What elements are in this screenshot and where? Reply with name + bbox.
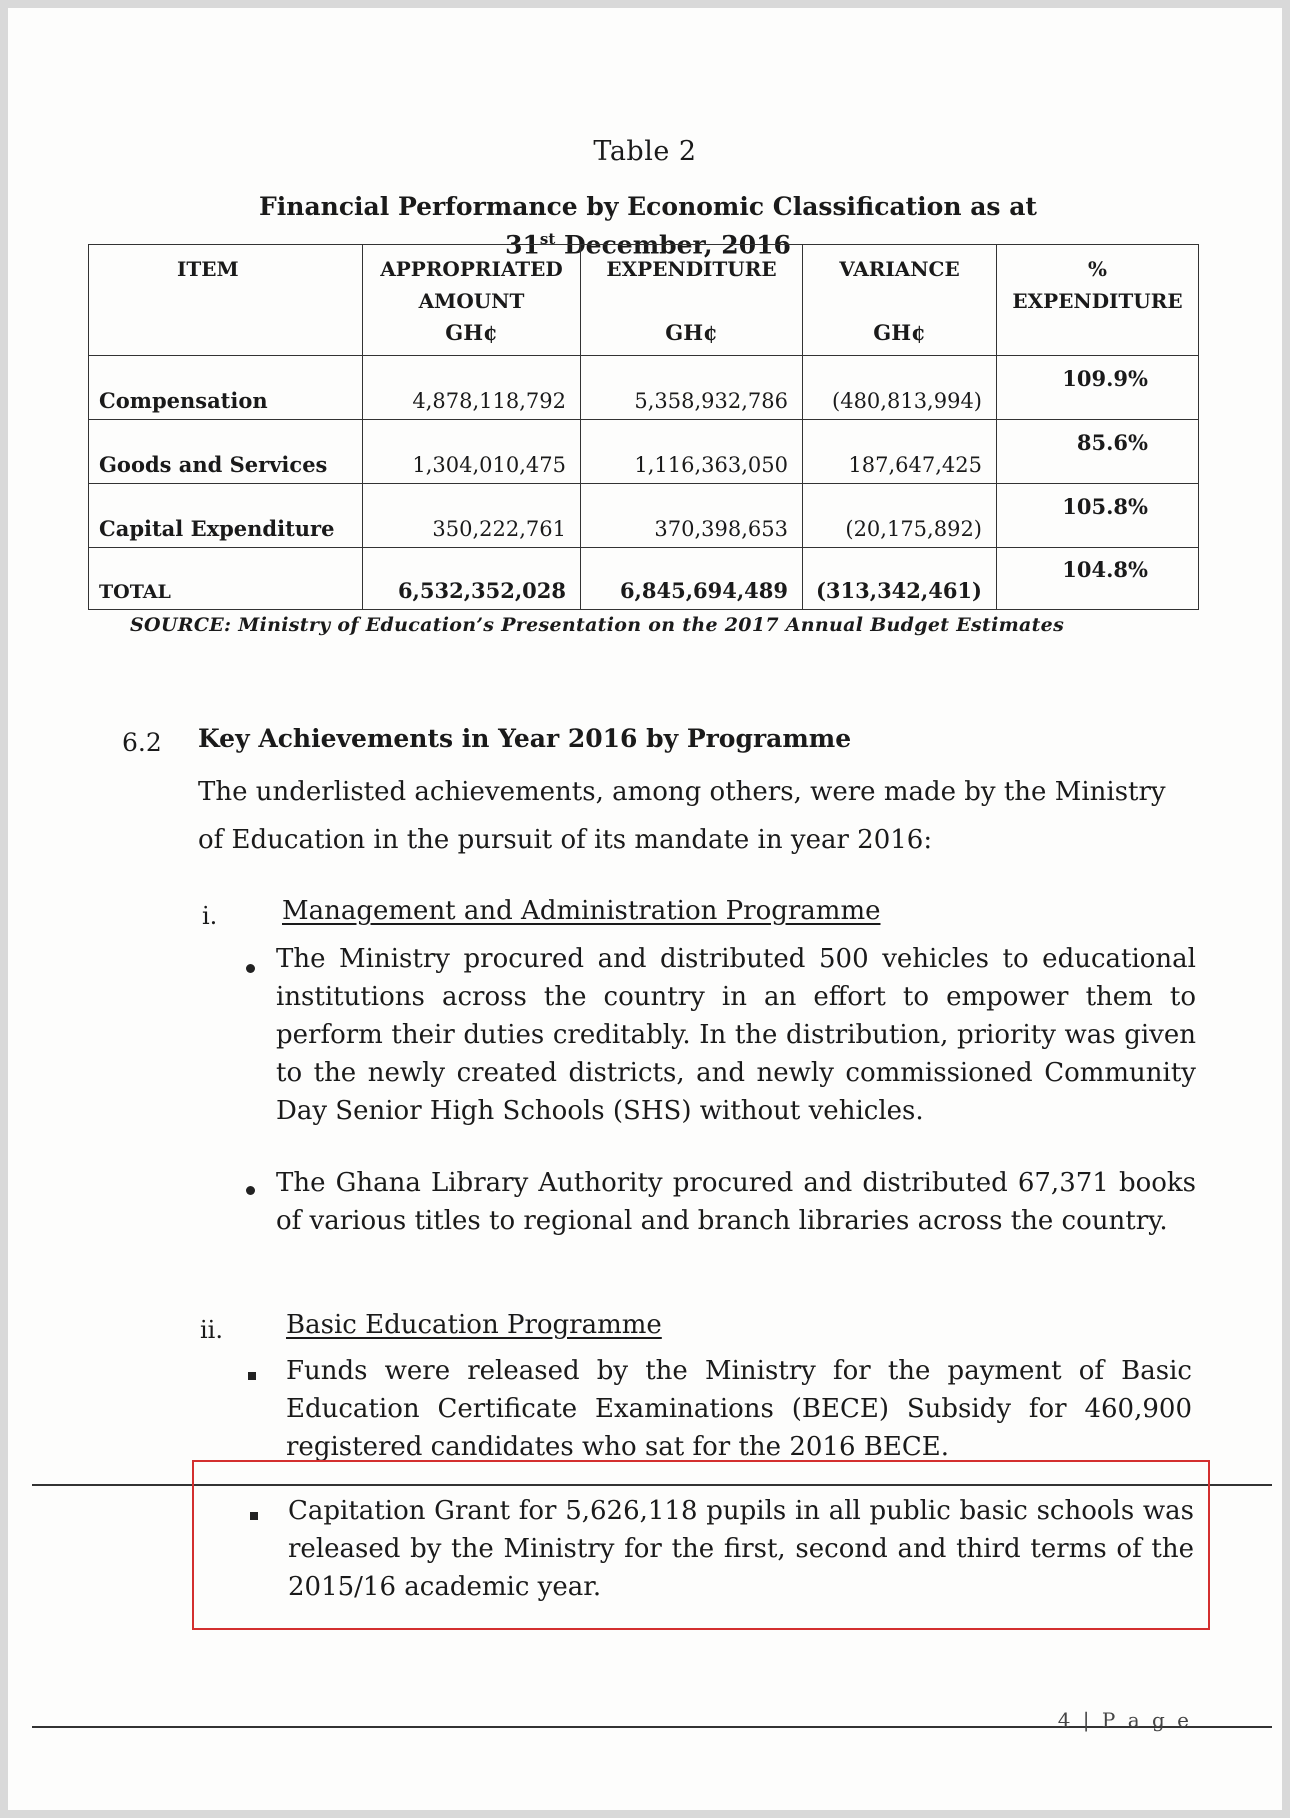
- cell-expenditure: 370,398,653: [581, 484, 803, 548]
- cell-total-variance: (313,342,461): [803, 548, 997, 610]
- financial-table: [88, 244, 1199, 610]
- programme-numeral: i.: [202, 902, 218, 930]
- cell-appropriated: 4,878,118,792: [363, 356, 581, 420]
- programme-title: Management and Administration Programme: [282, 896, 881, 926]
- cell-pct: 85.6%: [997, 420, 1199, 484]
- cell-expenditure: 5,358,932,786: [581, 356, 803, 420]
- programme-title: Basic Education Programme: [286, 1310, 662, 1340]
- programme-numeral: ii.: [200, 1316, 223, 1344]
- currency-label: GH¢: [445, 320, 498, 345]
- cell-variance: 187,647,425: [803, 420, 997, 484]
- table-source: SOURCE: Ministry of Education’s Presentation on the 2017 Annual Budget Estimates: [130, 614, 1065, 636]
- table-title-day: 31: [505, 230, 540, 260]
- cell-total-appropriated: 6,532,352,028: [363, 548, 581, 610]
- table-total-row: [89, 548, 1199, 610]
- bullet-square-icon: [248, 1372, 256, 1380]
- table-title-date: December, 2016: [555, 230, 791, 260]
- cell-total-label: TOTAL: [89, 548, 363, 610]
- table-title-suffix: st: [539, 230, 556, 248]
- cell-expenditure: 1,116,363,050: [581, 420, 803, 484]
- table-row: [89, 484, 1199, 548]
- section-title: Key Achievements in Year 2016 by Programme: [198, 724, 852, 753]
- header-variance: VARIANCE GH¢: [803, 245, 997, 356]
- cell-variance: (480,813,994): [803, 356, 997, 420]
- cell-appropriated: 1,304,010,475: [363, 420, 581, 484]
- table-row: [89, 420, 1199, 484]
- bullet-icon: [246, 1186, 255, 1195]
- table-row: [89, 356, 1199, 420]
- header-expenditure: EXPENDITURE GH¢: [581, 245, 803, 356]
- bullet-icon: [246, 964, 255, 973]
- programme-bullet: Funds were released by the Ministry for the payment of Basic Education Certificate Examinations (BECE) Subsidy for 460,900 registered candidates who sat for the 2016 BECE.: [286, 1356, 1192, 1462]
- programme-bullet: Capitation Grant for 5,626,118 pupils in all public basic schools was released by the Ministry for the first, second and third terms of the 2015/16 academic year.: [288, 1496, 1194, 1602]
- section-intro: The underlisted achievements, among others, were made by the Ministry of Education in the pursuit of its mandate in year 2016:: [198, 777, 1166, 855]
- table-title-line1: Financial Performance by Economic Classification as at: [259, 192, 1037, 221]
- cell-item: Capital Expenditure: [89, 484, 363, 548]
- document-page: [8, 8, 1282, 1810]
- cell-item: Compensation: [89, 356, 363, 420]
- header-appropriated: APPROPRIATED AMOUNT GH¢: [363, 245, 581, 356]
- section-number: 6.2: [122, 728, 162, 757]
- cell-item: Goods and Services: [89, 420, 363, 484]
- programme-bullet: The Ghana Library Authority procured and distributed 67,371 books of various titles to regional and branch libraries across the country.: [276, 1168, 1196, 1236]
- header-pct-expenditure: % EXPENDITURE: [997, 245, 1199, 356]
- cell-total-pct: 104.8%: [997, 548, 1199, 610]
- table-caption: Table 2: [593, 136, 697, 167]
- currency-label: GH¢: [665, 320, 718, 345]
- currency-label: GH¢: [873, 320, 926, 345]
- cell-pct: 105.8%: [997, 484, 1199, 548]
- cell-pct: 109.9%: [997, 356, 1199, 420]
- table-header-row: [89, 245, 1199, 356]
- page-number: 4 | P a g e: [1057, 1708, 1192, 1732]
- header-item: ITEM: [89, 245, 363, 356]
- cell-total-expenditure: 6,845,694,489: [581, 548, 803, 610]
- cell-variance: (20,175,892): [803, 484, 997, 548]
- programme-bullet: The Ministry procured and distributed 500 vehicles to educational institutions across the country in an effort to empower them to perform their duties creditably. In the distribution, priority was given to the newly created districts, and newly commissioned Community Day Senior High Schools (SHS) without vehicles.: [276, 944, 1196, 1126]
- highlight-box: [192, 1460, 1210, 1630]
- cell-appropriated: 350,222,761: [363, 484, 581, 548]
